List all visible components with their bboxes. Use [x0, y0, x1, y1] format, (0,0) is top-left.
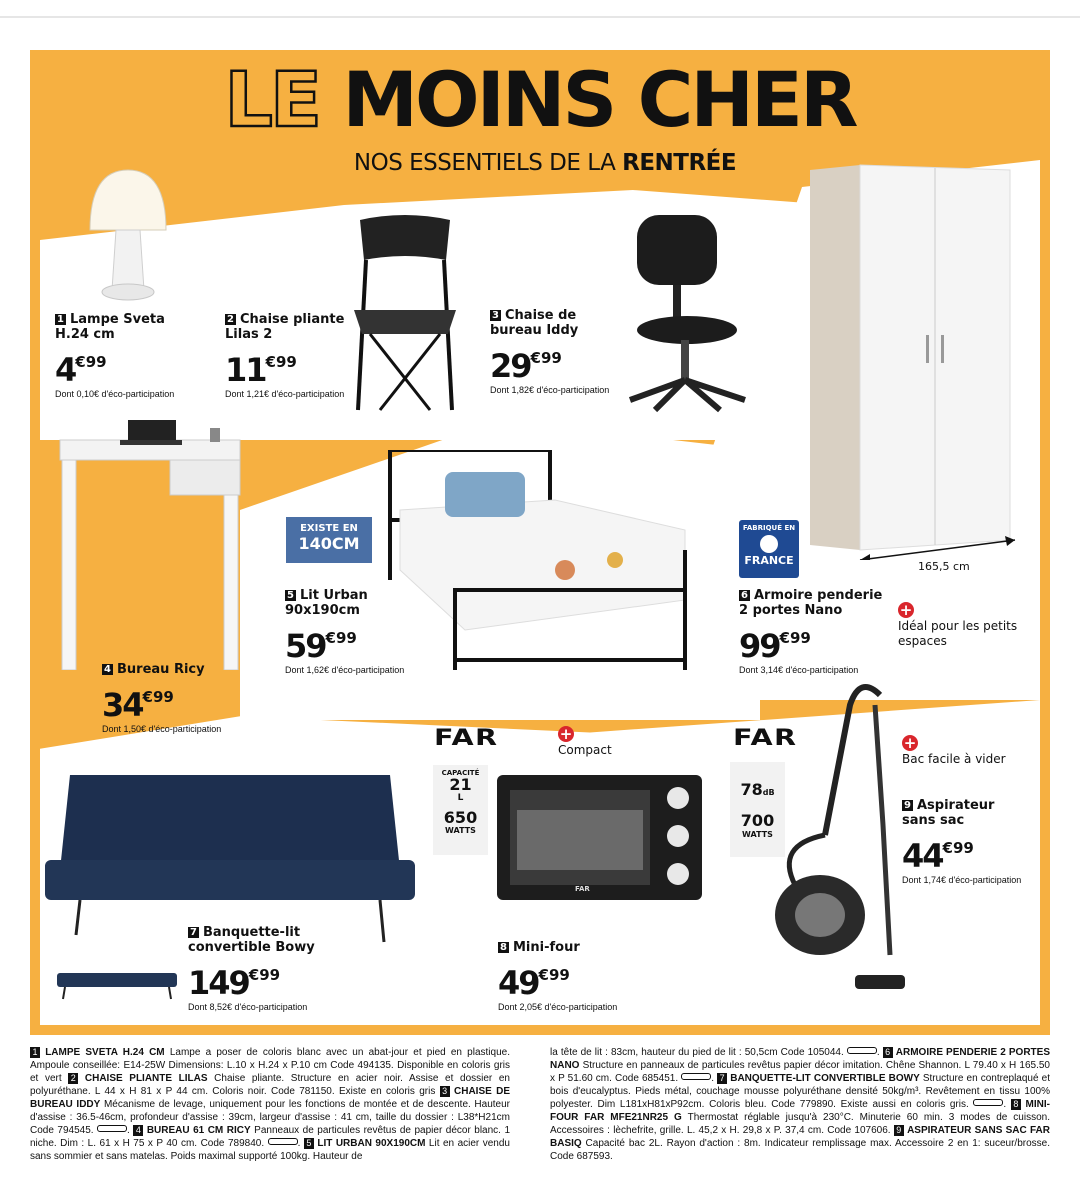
page-subtitle: NOS ESSENTIELS DE LA RENTRÉE — [353, 150, 737, 176]
legal-text-right: la tête de lit : 83cm, hauteur du pied de lit : 50,5cm Code 105044. . 6 ARMOIRE PENDERIE 2 PORTES NANO Structure en panneaux de particules revêtus papier décor imitation. Chêne Shannon. L 79.40 x H 165.50 x P 51.60 cm. Code 685451. . 7 BANQUETTE-LIT CONVERTIBLE BOWY Structure en contreplaqué et bois d'eucalyptus. Pieds métal, couchage mousse polyuréthane densité 50kg/m³. Revêtement en tissu 100% polyester. Dim L181xH81xP92cm. Coloris bleu. Code 779890. Existe aussi en coloris gris. . 8 MINI-FOUR FAR MFE21NR25 G Thermostat réglable jusqu'à 230°C. Minuterie 60 min. 3 modes de cuisson. Accessoires : lèchefrite, grille. L. 45,2 x H. 29,8 x P. 37,4 cm. Code 107606. 9 ASPIRATEUR SANS SAC FAR BASIQ Capacité bac 2L. Rayon d'action : 8m. Indicateur remplissage max. Accessoire 2 en 1: suceur/brosse. Code 687593. — [550, 1047, 1051, 1162]
top-divider — [0, 16, 1080, 18]
folding-chair-image — [340, 210, 470, 420]
product-name: 2 Chaise pliante Lilas 2 — [225, 312, 345, 342]
arrow-icon — [973, 1099, 1003, 1106]
exists-140cm-badge: EXISTE EN 140CM — [286, 517, 372, 563]
arrow-icon — [681, 1073, 711, 1080]
sofa-bed-image — [40, 770, 420, 945]
bed-image — [385, 450, 715, 675]
product-3-office-chair[interactable] — [490, 308, 625, 395]
office-chair-image — [615, 210, 765, 420]
lamp-image — [80, 160, 176, 310]
far-logo-oven: FAR — [434, 726, 499, 751]
product-price: $149^{€99}$ — [188, 964, 281, 1002]
far-logo-vacuum: FAR — [733, 726, 798, 751]
eco-participation: Dont 1,82€ d'éco-participation — [490, 385, 610, 395]
arrow-icon — [97, 1125, 127, 1132]
product-name: 4 Bureau Ricy — [102, 662, 242, 677]
product-4-desk[interactable] — [102, 662, 242, 734]
product-8-mini-oven[interactable] — [498, 940, 628, 1012]
product-price: $29^{€99}$ — [490, 347, 562, 385]
eco-participation: Dont 1,50€ d'éco-participation — [102, 724, 222, 734]
product-name: 3 Chaise de bureau Iddy — [490, 308, 579, 338]
oven-front-logo: FAR — [575, 885, 590, 893]
product-price: $11^{€99}$ — [225, 351, 297, 389]
product-price: $59^{€99}$ — [285, 627, 357, 665]
oven-spec-panel: CAPACITÉ 21 L 650 WATTS — [433, 765, 488, 855]
arrow-icon — [268, 1138, 298, 1145]
made-in-france-badge: FABRIQUÉ EN FRANCE — [739, 520, 799, 578]
france-map-icon — [760, 535, 778, 553]
product-price: $34^{€99}$ — [102, 686, 174, 724]
eco-participation: Dont 0,10€ d'éco-participation — [55, 389, 175, 399]
feature-oven: + Compact — [558, 725, 612, 757]
eco-participation: Dont 2,05€ d'éco-participation — [498, 1002, 618, 1012]
feature-wardrobe: + Idéal pour les petits espaces — [898, 601, 1018, 648]
product-price: $44^{€99}$ — [902, 837, 974, 875]
product-6-wardrobe[interactable] — [739, 588, 884, 675]
arrow-icon — [847, 1047, 877, 1054]
product-name: 8 Mini-four — [498, 940, 628, 955]
product-name: 1 Lampe Sveta H.24 cm — [55, 312, 165, 342]
product-name: 7 Banquette-lit convertible Bowy — [188, 925, 315, 955]
feature-vacuum: + Bac facile à vider — [902, 734, 1006, 766]
eco-participation: Dont 8,52€ d'éco-participation — [188, 1002, 308, 1012]
plus-icon: + — [559, 725, 573, 743]
plus-icon: + — [903, 734, 917, 752]
product-name: 9 Aspirateur sans sac — [902, 798, 995, 828]
product-price: $49^{€99}$ — [498, 964, 570, 1002]
product-5-bed[interactable] — [285, 588, 405, 675]
product-1-lamp[interactable] — [55, 312, 195, 399]
page-title: LE MOINS CHER — [224, 55, 856, 144]
product-name: 5 Lit Urban 90x190cm — [285, 588, 368, 618]
vacuum-image — [765, 675, 905, 1005]
product-2-folding-chair[interactable] — [225, 312, 345, 399]
wardrobe-image — [800, 160, 1020, 560]
product-9-vacuum[interactable] — [902, 798, 1032, 885]
product-name: 6 Armoire penderie 2 portes Nano — [739, 588, 883, 618]
product-price: $4^{€99}$ — [55, 351, 107, 389]
desk-image — [50, 410, 250, 670]
mini-oven-image — [495, 770, 705, 910]
eco-participation: Dont 1,21€ d'éco-participation — [225, 389, 345, 399]
eco-participation: Dont 3,14€ d'éco-participation — [739, 665, 859, 675]
legal-text-left: 1 LAMPE SVETA H.24 CM Lampe a poser de coloris blanc avec un abat-jour et pied en plastique. Ampoule conseillée: E14-25W Dimensions: L.10 x H.24 x P.10 cm Code 494135. Disponible en coloris gris et vert 2 CHAISE PLIANTE LILAS Chaise pliante. Structure en acier noir. Assise et dossier en polyuréthane. L 44 x H 81 x P 44 cm. Coloris noir. Code 781150. Existe en coloris gris 3 CHAISE DE BUREAU IDDY Mécanisme de levage, uniquement pour les fonctions de montée et de descente. Hauteur d'assise : 36.5-46cm, profondeur d'assise : 39cm, largeur d'assise : 41 cm, taille du dossier : L38*H21cm Code 794545. . 4 BUREAU 61 CM RICY Panneaux de particules revêtus de papier décor blanc. 1 niche. Dim : L. 61 x H 75 x P 40 cm. Code 789840. . 5 LIT URBAN 90X190CM Lit en acier vendu sans sommier et sans matelas. Poids maximal supporté 100kg. Hauteur de — [30, 1047, 511, 1162]
plus-icon: + — [899, 601, 913, 619]
product-price: $99^{€99}$ — [739, 627, 811, 665]
sofa-bed-flat-image — [55, 965, 180, 1001]
wardrobe-width-label: 165,5 cm — [918, 560, 970, 573]
vacuum-spec-panel: 78dB 700 WATTS — [730, 762, 785, 857]
eco-participation: Dont 1,62€ d'éco-participation — [285, 665, 405, 675]
eco-participation: Dont 1,74€ d'éco-participation — [902, 875, 1022, 885]
product-7-sofa-bed[interactable] — [188, 925, 328, 1012]
